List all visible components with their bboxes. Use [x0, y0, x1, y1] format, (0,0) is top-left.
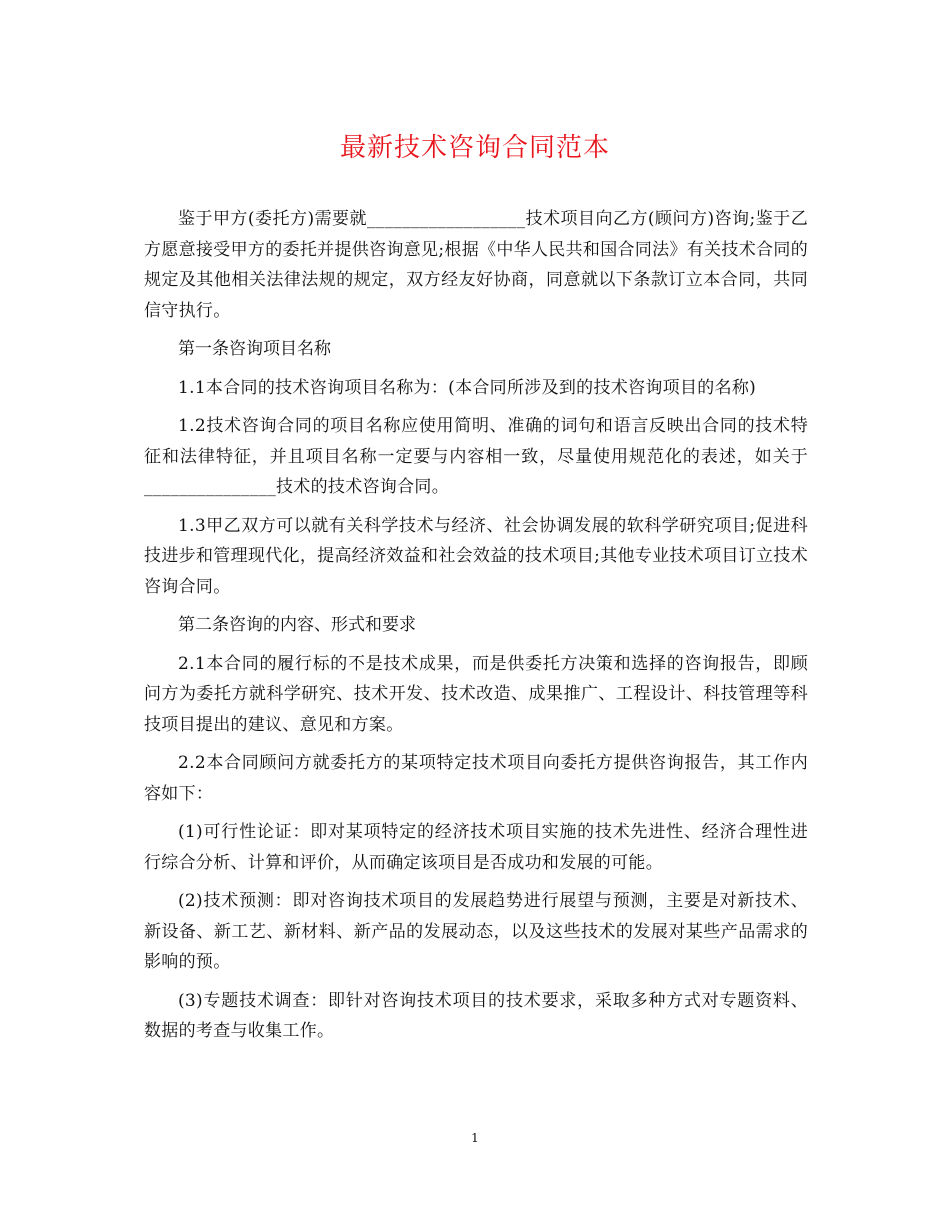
page-number: 1 [471, 1131, 479, 1145]
preamble-paragraph: 鉴于甲方(委托方)需要就__________________技术项目向乙方(顾问方)咨询;鉴于乙方愿意接受甲方的委托并提供咨询意见;根据《中华人民共和国合同法》有关技术合同的规定及其他相关法律法规的规定，双方经友好协商，同意就以下条款订立本合同，共同信守执行。 [144, 209, 808, 321]
clause-2-2: 2.2本合同顾问方就委托方的某项特定技术项目向委托方提供咨询报告，其工作内容如下： [144, 753, 808, 804]
article-1-heading: 第一条咨询项目名称 [178, 339, 331, 359]
list-item-survey: (3)专题技术调查：即针对咨询技术项目的技术要求，采取多种方式对专题资料、数据的考查与收集工作。 [144, 990, 808, 1041]
clause-2-1: 2.1本合同的履行标的不是技术成果，而是供委托方决策和选择的咨询报告，即顾问方为委托方就科学研究、技术开发、技术改造、成果推广、工程设计、科技管理等科技项目提出的建议、意见和方案。 [144, 653, 808, 735]
list-item-feasibility: (1)可行性论证：即对某项特定的经济技术项目实施的技术先进性、经济合理性进行综合分析、计算和评价，从而确定该项目是否成功和发展的可能。 [144, 822, 808, 873]
clause-1-3: 1.3甲乙双方可以就有关科学技术与经济、社会协调发展的软科学研究项目;促进科技进步和管理现代化，提高经济效益和社会效益的技术项目;其他专业技术项目订立技术咨询合同。 [144, 515, 808, 597]
clause-1-2: 1.2技术咨询合同的项目名称应使用简明、准确的词句和语言反映出合同的技术特征和法律特征，并且项目名称一定要与内容相一致，尽量使用规范化的表述，如关于_______________技术的技术咨询合同。 [144, 416, 808, 497]
article-2-heading: 第二条咨询的内容、形式和要求 [178, 615, 416, 635]
document-body [144, 204, 808, 1055]
document-title: 最新技术咨询合同范本 [339, 133, 610, 163]
clause-1-1: 1.1本合同的技术咨询项目名称为：(本合同所涉及到的技术咨询项目的名称) [178, 377, 757, 398]
list-item-forecast: (2)技术预测：即对咨询技术项目的发展趋势进行展望与预测，主要是对新技术、新设备、新工艺、新材料、新产品的发展动态，以及这些技术的发展对某些产品需求的影响的预。 [144, 891, 808, 972]
